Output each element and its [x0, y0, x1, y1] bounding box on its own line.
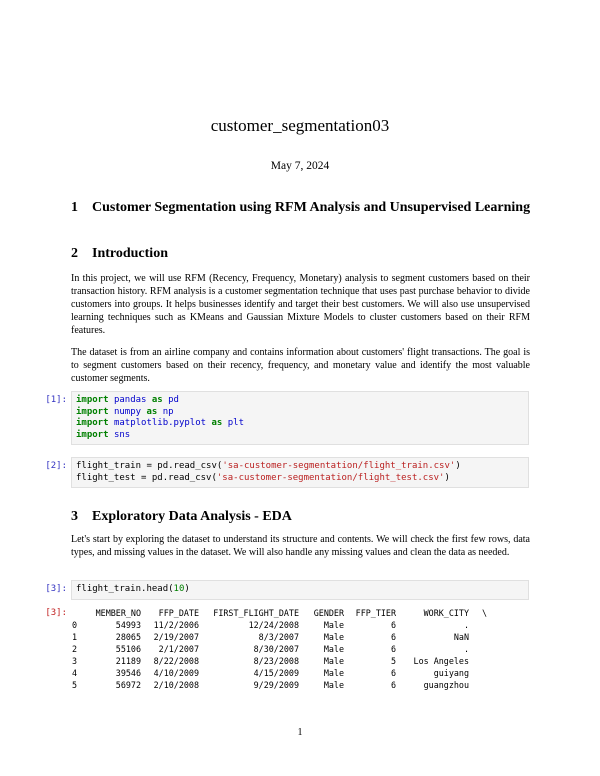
document-date: May 7, 2024 — [270, 160, 330, 172]
code-line — [76, 473, 524, 485]
code-cell-3[interactable] — [71, 580, 529, 600]
dataframe-cell: guangzhou — [423, 680, 469, 690]
code-token: import — [76, 429, 109, 440]
dataframe-cell: Male — [323, 632, 344, 642]
dataframe-cell: 8/22/2008 — [153, 656, 199, 666]
dataframe-column-header: FFP_DATE — [158, 608, 199, 618]
code-token: pandas — [113, 395, 147, 405]
dataframe-row — [72, 667, 487, 679]
section-number: 1 — [71, 200, 78, 215]
dataframe-cell: 1 — [72, 632, 78, 642]
code-token: flight_train.head( — [76, 584, 174, 594]
dataframe-column-header: GENDER — [313, 608, 344, 618]
code-line — [76, 395, 524, 407]
dataframe-cell: 5 — [390, 656, 396, 666]
dataframe-row — [72, 655, 487, 667]
dataframe-cell — [469, 631, 487, 643]
dataframe-cell: 12/24/2008 — [248, 620, 299, 630]
dataframe-cell: 9/29/2009 — [253, 680, 299, 690]
dataframe-row — [72, 679, 487, 691]
dataframe-cell: 6 — [390, 620, 396, 630]
dataframe-column-header: \ — [481, 608, 487, 618]
dataframe-row — [72, 643, 487, 655]
dataframe-cell: Male — [323, 644, 344, 654]
code-token: import — [76, 406, 109, 417]
dataset-paragraph: The dataset is from an airline company and contains information about customers' flight transactions. The goal is to segment customers based on their recency, frequency, and monetary value and identify the most valuable customer segments. — [71, 347, 530, 384]
section-number: 3 — [71, 509, 78, 524]
section-number: 2 — [71, 246, 78, 261]
eda-paragraph: Let's start by exploring the dataset to understand its structure and contents. We will check the first few rows, data types, and missing values in the dataset. We will also handle any missing values and clean the data as needed. — [71, 534, 530, 558]
dataframe-cell: 2/1/2007 — [158, 644, 199, 654]
dataframe-cell: 8/30/2007 — [253, 644, 299, 654]
dataframe-cell: NaN — [453, 632, 469, 642]
section-heading-2 — [71, 245, 541, 263]
document-title: customer_segmentation03 — [210, 116, 390, 135]
code-token: as — [211, 418, 223, 428]
dataframe-header-row — [72, 607, 487, 619]
section-heading-1 — [71, 199, 541, 217]
dataframe-column-header: FIRST_FLIGHT_DATE — [213, 608, 299, 618]
dataframe-cell: . — [463, 620, 469, 630]
input-prompt: [2]: — [45, 461, 67, 471]
section-title: Customer Segmentation using RFM Analysis and Unsupervised Learning — [92, 200, 531, 215]
dataframe-column-header: MEMBER_NO — [95, 608, 141, 618]
code-token: 10 — [173, 584, 185, 594]
code-token: flight_train = pd.read_csv( — [76, 461, 223, 471]
dataframe-cell — [469, 619, 487, 631]
dataframe-body — [72, 619, 487, 691]
dataframe-cell: 6 — [390, 632, 396, 642]
code-line — [76, 430, 524, 442]
dataframe-cell: 4 — [72, 668, 78, 678]
dataframe-cell: 54993 — [115, 620, 141, 630]
code-token: import — [76, 395, 109, 405]
dataframe-cell: 5 — [72, 680, 78, 690]
dataframe-cell: guiyang — [433, 668, 469, 678]
code-token: pd — [168, 395, 179, 405]
code-token: flight_test = pd.read_csv( — [76, 472, 217, 483]
code-token: ) — [184, 584, 190, 594]
code-token: 'sa-customer-segmentation/flight_test.csv' — [216, 472, 445, 483]
code-token: plt — [227, 418, 245, 428]
code-token: 'sa-customer-segmentation/flight_train.csv' — [222, 461, 456, 471]
output-prompt: [3]: — [45, 608, 67, 618]
dataframe-cell: 4/10/2009 — [153, 668, 199, 678]
code-token: numpy — [113, 406, 142, 417]
input-prompt: [3]: — [45, 584, 67, 594]
dataframe-cell: 28065 — [115, 632, 141, 642]
section-heading-3 — [71, 508, 541, 526]
dataframe-output — [72, 607, 487, 691]
code-cell-2[interactable] — [71, 457, 529, 488]
dataframe-cell: 3 — [72, 656, 78, 666]
dataframe-column-header — [72, 607, 90, 619]
code-token: as — [146, 406, 158, 417]
code-line — [76, 584, 524, 596]
dataframe-cell — [469, 679, 487, 691]
dataframe-cell: . — [463, 644, 469, 654]
dataframe-cell: 6 — [390, 644, 396, 654]
dataframe-cell: 39546 — [115, 668, 141, 678]
dataframe-cell — [469, 643, 487, 655]
dataframe-cell: 4/15/2009 — [253, 668, 299, 678]
dataframe-cell: 0 — [72, 620, 78, 630]
dataframe-cell: 2 — [72, 644, 78, 654]
page-number: 1 — [297, 727, 303, 738]
dataframe-cell: 2/10/2008 — [153, 680, 199, 690]
dataframe-cell: 2/19/2007 — [153, 632, 199, 642]
intro-paragraph: In this project, we will use RFM (Recency, Frequency, Monetary) analysis to segment customers based on their transaction history. RFM analysis is a customer segmentation technique that uses past purchase behavior to divide customers into groups. It helps businesses identify and target their best customers. We will also use unsupervised learning techniques such as KMeans and Gaussian Mixture Models to cluster customers based on their RFM features. — [71, 273, 530, 336]
dataframe-cell: Male — [323, 680, 344, 690]
section-title: Exploratory Data Analysis - EDA — [92, 509, 292, 524]
dataframe-cell: 56972 — [115, 680, 141, 690]
code-token: import — [76, 418, 109, 428]
code-token: ) — [455, 461, 461, 471]
code-line — [76, 461, 524, 473]
code-token: ) — [444, 472, 450, 483]
code-line — [76, 418, 524, 430]
dataframe-column-header: FFP_TIER — [355, 608, 396, 618]
dataframe-column-header: WORK_CITY — [423, 608, 469, 618]
dataframe-cell: 11/2/2006 — [153, 620, 199, 630]
code-token: matplotlib.pyplot — [113, 418, 207, 428]
dataframe-cell: 55106 — [115, 644, 141, 654]
code-token: as — [151, 395, 163, 405]
dataframe-cell: 6 — [390, 668, 396, 678]
dataframe-cell: Male — [323, 668, 344, 678]
dataframe-row — [72, 631, 487, 643]
dataframe-cell: 8/23/2008 — [253, 656, 299, 666]
dataframe-cell: 21189 — [115, 656, 141, 666]
dataframe-cell: Male — [323, 620, 344, 630]
dataframe-cell: Male — [323, 656, 344, 666]
code-line — [76, 407, 524, 419]
dataframe-cell — [469, 667, 487, 679]
code-token: sns — [113, 429, 131, 440]
dataframe-cell — [469, 655, 487, 667]
code-token: np — [162, 406, 174, 417]
input-prompt: [1]: — [45, 395, 67, 405]
dataframe-row — [72, 619, 487, 631]
dataframe-cell: 6 — [390, 680, 396, 690]
dataframe-cell: Los Angeles — [413, 656, 469, 666]
dataframe-cell: 8/3/2007 — [258, 632, 299, 642]
code-cell-1[interactable] — [71, 391, 529, 445]
section-title: Introduction — [92, 246, 168, 261]
